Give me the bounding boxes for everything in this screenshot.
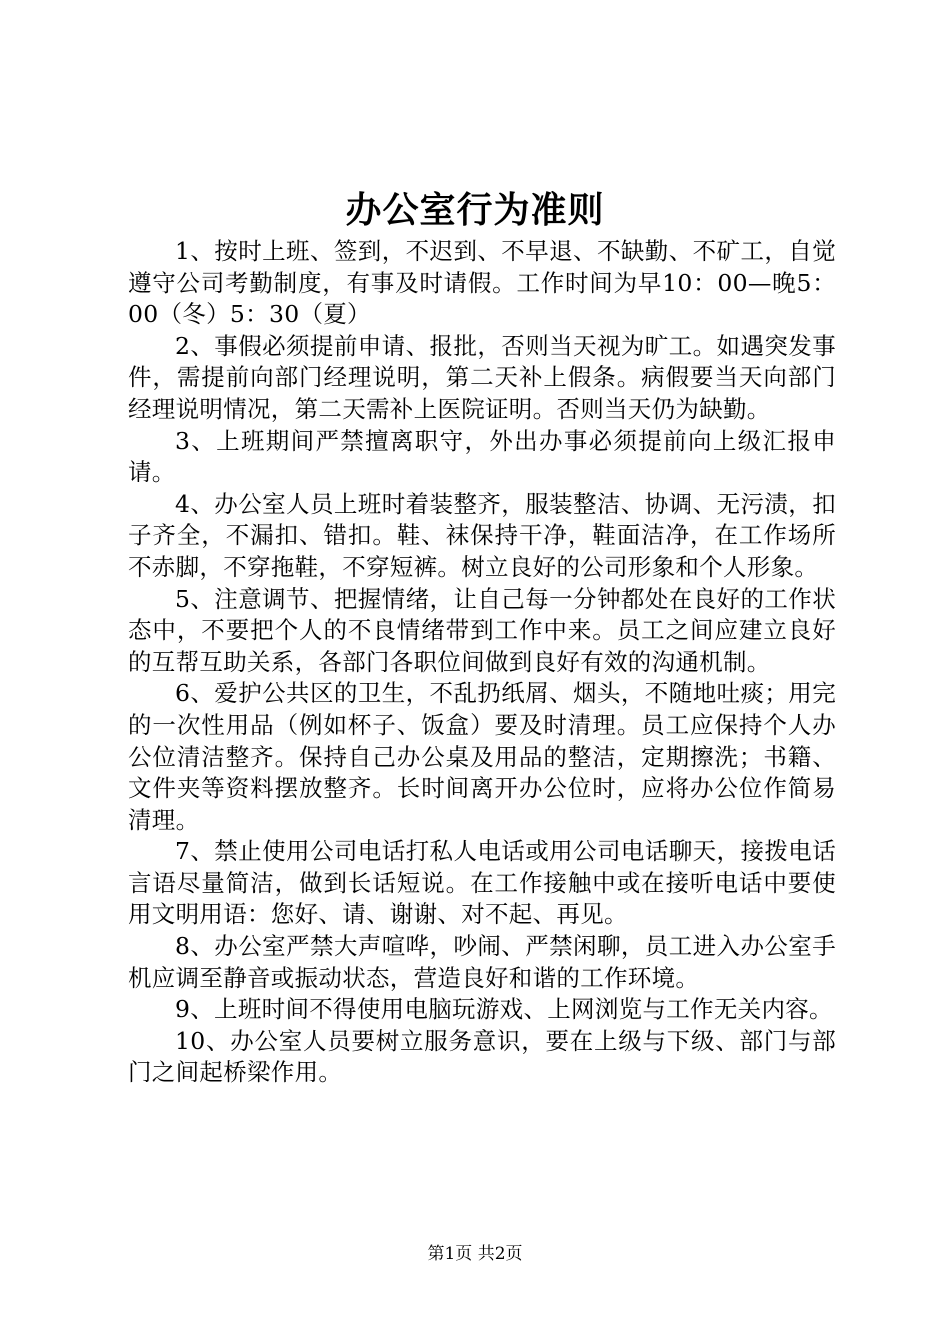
paragraph-10: 10、办公室人员要树立服务意识，要在上级与下级、部门与部门之间起桥梁作用。 xyxy=(128,1026,836,1087)
paragraph-3: 3、上班期间严禁擅离职守，外出办事必须提前向上级汇报申请。 xyxy=(128,426,836,487)
paragraph-5: 5、注意调节、把握情绪，让自己每一分钟都处在良好的工作状态中，不要把个人的不良情绪带到工作中来。员工之间应建立良好的互帮互助关系，各部门各职位间做到良好有效的沟通机制。 xyxy=(128,584,836,676)
page-footer: 第1页 共2页 xyxy=(427,1244,523,1264)
paragraph-2: 2、事假必须提前申请、报批，否则当天视为旷工。如遇突发事件，需提前向部门经理说明，第二天补上假条。病假要当天向部门经理说明情况，第二天需补上医院证明。否则当天仍为缺勤。 xyxy=(128,331,836,423)
document-title: 办公室行为准则 xyxy=(345,189,605,231)
paragraph-8: 8、办公室严禁大声喧哗，吵闹、严禁闲聊，员工进入办公室手机应调至静音或振动状态，营造良好和谐的工作环境。 xyxy=(128,932,836,992)
document-body xyxy=(128,236,836,1089)
paragraph-9: 9、上班时间不得使用电脑玩游戏、上网浏览与工作无关内容。 xyxy=(175,995,833,1024)
paragraph-4: 4、办公室人员上班时着装整齐，服装整洁、协调、无污渍，扣子齐全，不漏扣、错扣。鞋、袜保持干净，鞋面洁净，在工作场所不赤脚，不穿拖鞋，不穿短裤。树立良好的公司形象和个人形象。 xyxy=(128,489,836,581)
paragraph-1: 1、按时上班、签到，不迟到、不早退、不缺勤、不矿工，自觉遵守公司考勤制度，有事及时请假。工作时间为早10：00—晚5：00（冬）5：30（夏） xyxy=(128,237,836,329)
paragraph-6: 6、爱护公共区的卫生，不乱扔纸屑、烟头，不随地吐痰；用完的一次性用品（例如杯子、饭盒）要及时清理。员工应保持个人办公位清洁整齐。保持自己办公桌及用品的整洁，定期擦洗；书籍、文件夹等资料摆放整齐。长时间离开办公位时，应将办公位作简易清理。 xyxy=(128,679,836,834)
paragraph-7: 7、禁止使用公司电话打私人电话或用公司电话聊天，接拨电话言语尽量简洁，做到长话短说。在工作接触中或在接听电话中要使用文明用语：您好、请、谢谢、对不起、再见。 xyxy=(128,837,836,929)
